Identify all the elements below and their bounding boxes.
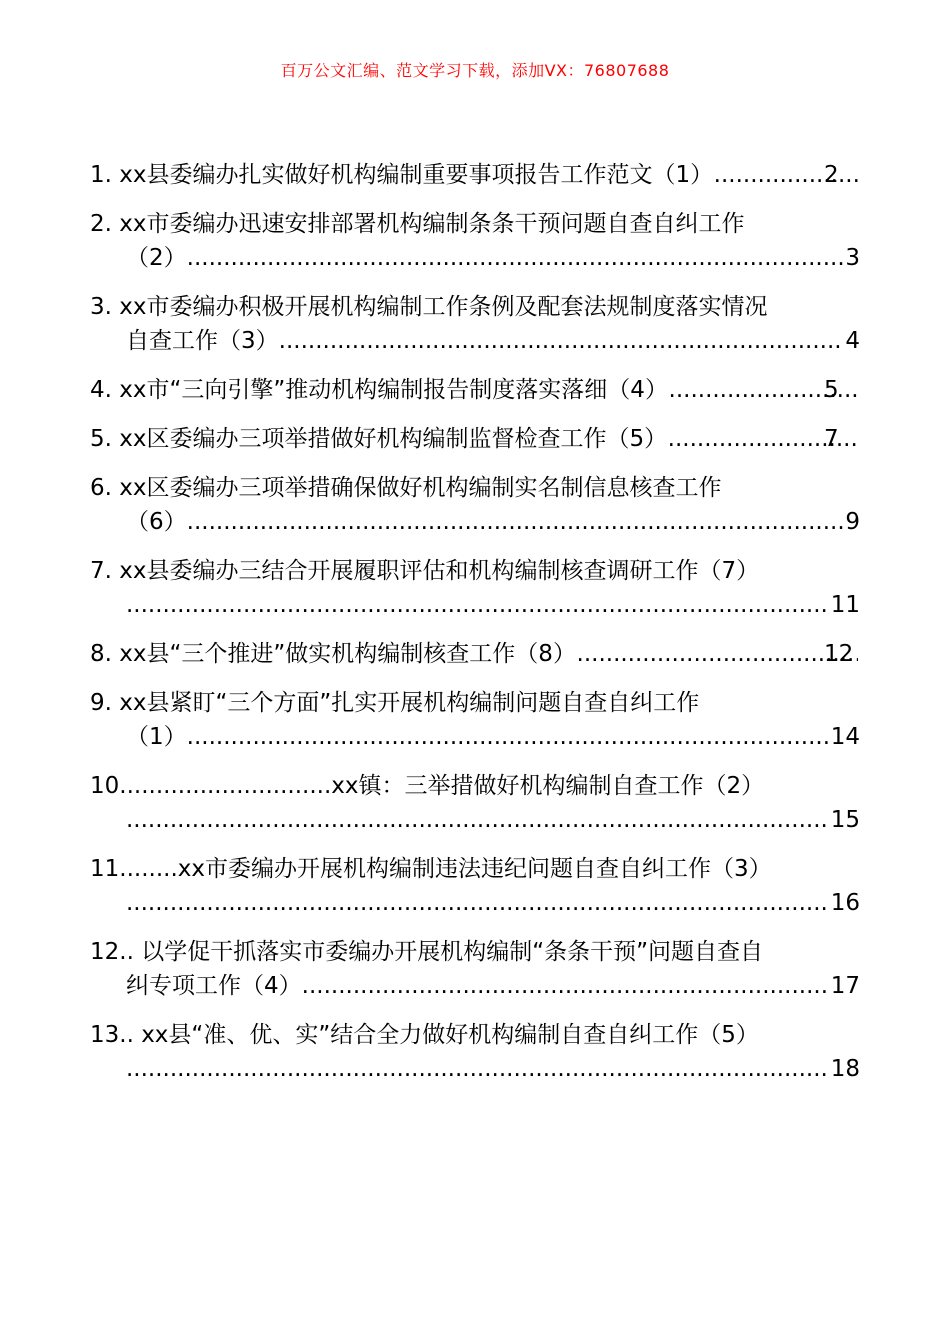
- toc-entry-title-continued: （2）: [126, 245, 187, 271]
- toc-page-number: 5: [824, 377, 839, 403]
- toc-entry-title-continued: （6）: [126, 509, 187, 535]
- toc-entry[interactable]: [90, 1018, 860, 1086]
- toc-entry[interactable]: [90, 637, 860, 671]
- toc-leader-dots: [126, 803, 829, 837]
- toc-leader-dots: [279, 324, 844, 358]
- toc-entry-title: 9. xx县紧盯“三个方面”扎实开展机构编制问题自查自纠工作: [90, 690, 700, 716]
- toc-page-number: 7: [824, 426, 839, 452]
- toc-page-number: 11: [830, 592, 860, 618]
- toc-entry[interactable]: [90, 207, 860, 275]
- toc-entry[interactable]: [90, 290, 860, 358]
- toc-entry[interactable]: [90, 373, 860, 407]
- toc-entry-title-continued: 纠专项工作（4）: [126, 973, 302, 999]
- toc-entry-title: 12.. 以学促干抓落实市委编办开展机构编制“条条干预”问题自查自: [90, 939, 764, 965]
- toc-entry-title: 6. xx区委编办三项举措确保做好机构编制实名制信息核查工作: [90, 475, 722, 501]
- toc-entry-title: 7. xx县委编办三结合开展履职评估和机构编制核查调研工作（7）: [90, 558, 760, 584]
- toc-leader-dots: [187, 720, 829, 754]
- toc-entry-title: 3. xx市委编办积极开展机构编制工作条例及配套法规制度落实情况: [90, 294, 768, 320]
- toc-entry[interactable]: [90, 852, 860, 920]
- toc-entry[interactable]: [90, 471, 860, 539]
- toc-page-number: 18: [830, 1056, 860, 1082]
- toc-leader-dots: [126, 588, 829, 622]
- toc-entry-title-continued: 自查工作（3）: [126, 328, 279, 354]
- toc-page-number: 4: [845, 328, 860, 354]
- toc-page-number: 16: [830, 890, 860, 916]
- toc-entry-title: 4. xx市“三向引擎”推动机构编制报告制度落实落细（4）: [90, 377, 668, 403]
- toc-leader-dots: [576, 637, 858, 671]
- toc-entry[interactable]: [90, 686, 860, 754]
- toc-entry[interactable]: [90, 158, 860, 192]
- toc-leader-dots: [126, 886, 829, 920]
- toc-page-number: 12: [824, 641, 854, 667]
- toc-page-number: 2: [824, 162, 839, 188]
- toc-entry-title-continued: （1）: [126, 724, 187, 750]
- table-of-contents: [90, 158, 860, 1101]
- toc-page-number: 9: [845, 509, 860, 535]
- toc-leader-dots: [302, 969, 829, 1003]
- toc-page-number: 14: [830, 724, 860, 750]
- toc-page-number: 15: [830, 807, 860, 833]
- toc-leader-dots: [126, 1052, 829, 1086]
- toc-entry-title: 11........xx市委编办开展机构编制违法违纪问题自查自纠工作（3）: [90, 856, 772, 882]
- toc-entry[interactable]: [90, 554, 860, 622]
- toc-entry[interactable]: [90, 935, 860, 1003]
- toc-page-number: 3: [845, 245, 860, 271]
- page-header-watermark: 百万公文汇编、范文学习下载，添加VX：76807688: [280, 61, 670, 80]
- toc-entry[interactable]: [90, 769, 860, 837]
- toc-leader-dots: [187, 505, 844, 539]
- toc-entry-title: 10.............................xx镇：三举措做好机构编制自查工作（2）: [90, 773, 765, 799]
- toc-page-number: 17: [830, 973, 860, 999]
- toc-entry-title: 8. xx县“三个推进”做实机构编制核查工作（8）: [90, 641, 576, 667]
- toc-entry-title: 13.. xx县“准、优、实”结合全力做好机构编制自查自纠工作（5）: [90, 1022, 759, 1048]
- toc-entry-title: 2. xx市委编办迅速安排部署机构编制条条干预问题自查自纠工作: [90, 211, 745, 237]
- toc-entry-title: 5. xx区委编办三项举措做好机构编制监督检查工作（5）: [90, 426, 668, 452]
- toc-entry-title: 1. xx县委编办扎实做好机构编制重要事项报告工作范文（1）: [90, 162, 714, 188]
- toc-entry[interactable]: [90, 422, 860, 456]
- toc-leader-dots: [187, 241, 844, 275]
